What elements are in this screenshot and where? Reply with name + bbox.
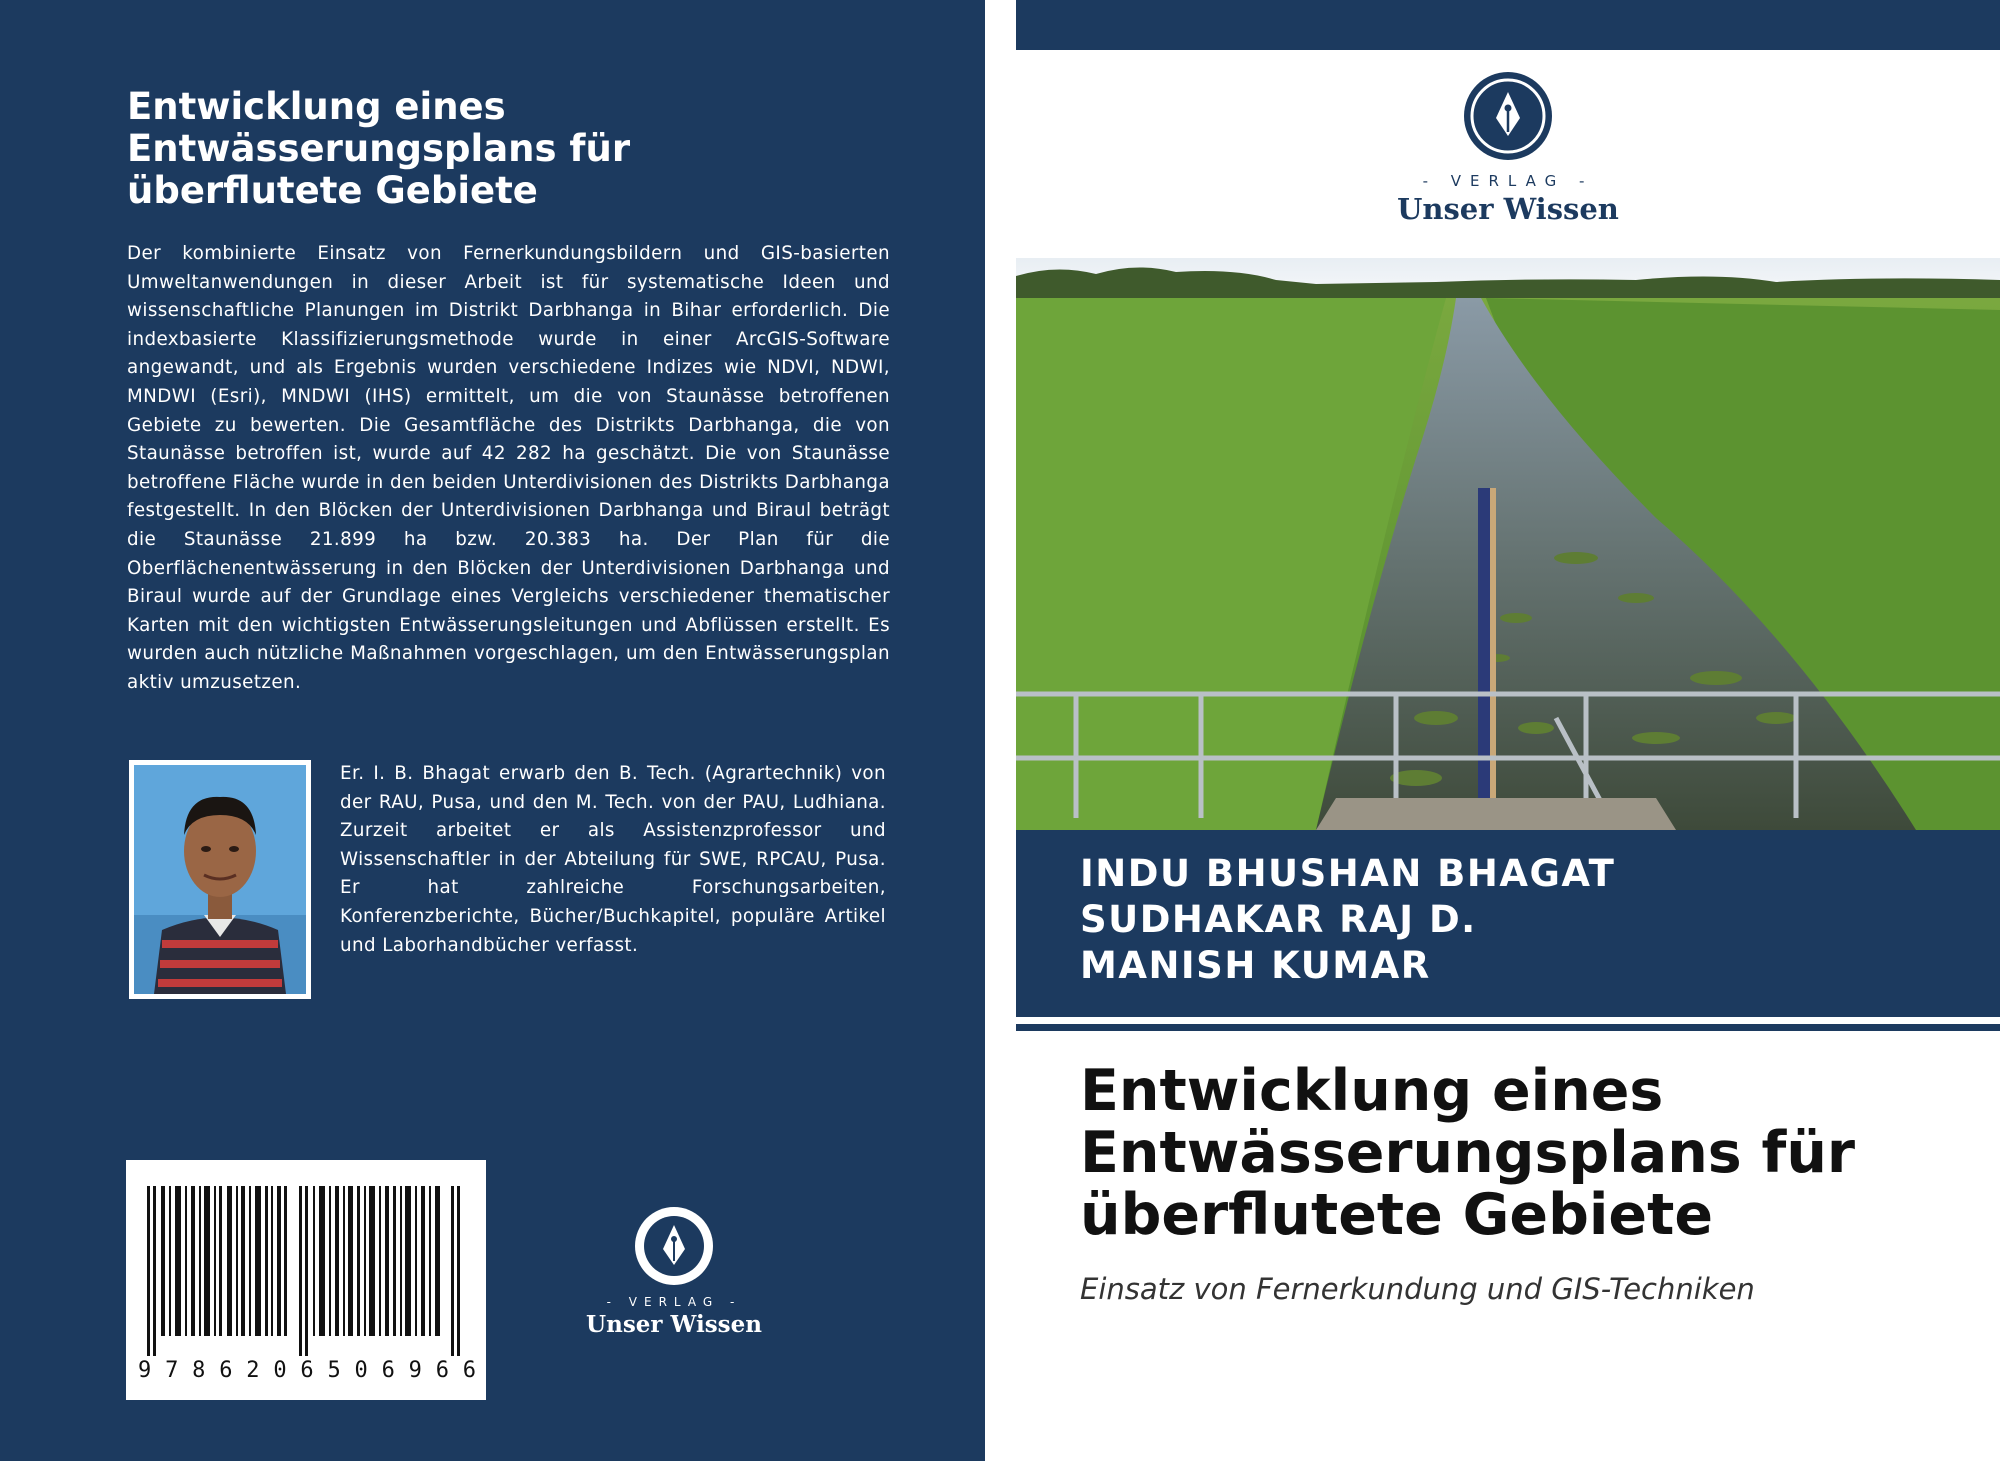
authors-band [1016,830,2000,1017]
fountain-pen-nib-icon [633,1205,715,1287]
author-name-2: SUDHAKAR RAJ D. [1080,898,1477,941]
author-bio: Er. I. B. Bhagat erwarb den B. Tech. (Agrartechnik) von der RAU, Pusa, und den M. Tech. von der PAU, Ludhiana. Zurzeit arbeitet er als Assistenzprofessor und Wissenschaftler in der Abteilung für SWE, RPCAU, Pusa. Er hat zahlreiche Forschungsarbeiten, Konferenzberichte, Bücher/Buchkapitel, populäre Artikel und Laborhandbücher verfasst. [340,763,886,956]
front-cover-subtitle: Einsatz von Fernerkundung und GIS-Techniken [1080,1272,1755,1306]
publisher-name: Unser Wissen [586,1311,762,1338]
publisher-verlag-label: - VERLAG - [1422,172,1594,190]
isbn-barcode [126,1160,486,1400]
isbn-digit: 7 [165,1358,181,1383]
isbn-digit: 6 [300,1358,316,1383]
isbn-digit: 0 [273,1358,289,1383]
publisher-verlag-label: - VERLAG - [606,1295,742,1309]
isbn-digit: 6 [381,1358,397,1383]
front-cover-title: Entwicklung eines Entwässerungsplans für überflutete Gebiete [1080,1058,1856,1248]
isbn-digit: 6 [462,1358,478,1383]
isbn-digit: 6 [219,1358,235,1383]
back-cover-abstract: Der kombinierte Einsatz von Fernerkundungsbildern und GIS-basierten Umweltanwendungen in dieser Arbeit ist für systematische Ideen und wissenschaftliche Planungen im Distrikt Darbhanga in Bihar erforderlich. Die indexbasierte Klassifizierungsmethode wurde in einer ArcGIS-Software angewandt, und als Ergebnis wurden verschiedene Indizes wie NDVI, NDWI, MNDWI (Esri), MNDWI (IHS) ermittelt, um die von Staunässe betroffenen Gebiete zu bewerten. Die Gesamtfläche des Distrikts Darbhanga, die von Staunässe betroffen ist, wurde auf 42 282 ha geschätzt. Die von Staunässe betroffene Fläche wurde in den beiden Unterdivisionen des Distrikts Darbhanga festgestellt. In den Blöcken der Unterdivisionen Darbhanga und Biraul beträgt die Staunässe 21.899 ha bzw. 20.383 ha. Der Plan für die Oberflächenentwässerung in den Blöcken der Unterdivisionen Darbhanga und Biraul wurde auf der Grundlage eines Vergleichs verschiedener thematischer Karten mit den wichtigsten Entwässerungsleitungen und Abflüssen erstellt. Es wurden auch nützliche Maßnahmen vorgeschlagen, um den Entwässerungsplan aktiv umzusetzen. [127,243,890,693]
publisher-logo-front [1366,70,1650,226]
back-cover [0,0,985,1461]
publisher-logo-back [586,1205,762,1338]
isbn-digit: 6 [435,1358,451,1383]
isbn-digit: 9 [408,1358,424,1383]
canal-landscape-photo [1016,258,2000,830]
barcode-bars [147,1186,465,1356]
back-cover-title: Entwicklung eines Entwässerungsplans für überflutete Gebiete [127,85,631,212]
isbn-digits [138,1358,478,1383]
author-name-3: MANISH KUMAR [1080,944,1431,987]
isbn-digit: 9 [138,1358,154,1383]
fountain-pen-nib-icon [1462,70,1554,162]
isbn-digit: 8 [192,1358,208,1383]
front-cover [1016,0,2000,1461]
author-name-1: INDU BHUSHAN BHAGAT [1080,852,1616,895]
isbn-digit: 0 [354,1358,370,1383]
front-top-bar [1016,0,2000,50]
divider-rule [1016,1024,2000,1031]
isbn-digit: 2 [246,1358,262,1383]
isbn-digit: 5 [327,1358,343,1383]
author-portrait [129,760,311,999]
publisher-name: Unser Wissen [1397,192,1619,226]
